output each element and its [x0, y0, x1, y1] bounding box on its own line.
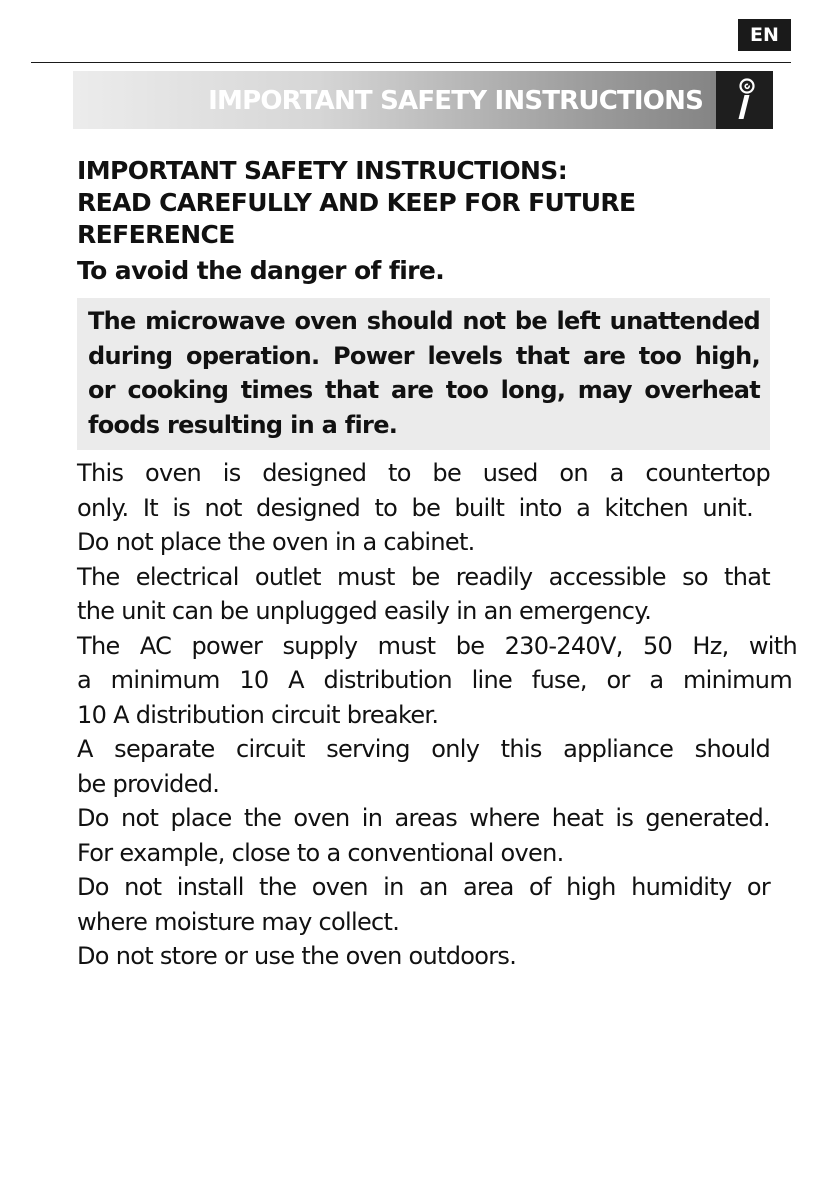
- warning-line: during operation. Power levels that are too high,: [88, 341, 760, 370]
- body-line: Do not place the oven in areas where heat is generated.: [77, 804, 770, 832]
- body-line: be provided.: [77, 769, 220, 798]
- section-banner: [73, 71, 773, 129]
- body-line: Do not store or use the oven outdoors.: [77, 942, 517, 970]
- body-line: 10 A distribution circuit breaker.: [77, 700, 439, 729]
- header-divider: [31, 62, 791, 63]
- body-line: A separate circuit serving only this appliance should: [77, 735, 770, 763]
- body-line: For example, close to a conventional oven.: [77, 838, 564, 867]
- body-line: Do not place the oven in a cabinet.: [77, 528, 475, 556]
- fire-danger-subheading: To avoid the danger of fire.: [77, 256, 445, 285]
- warning-line: foods resulting in a fire.: [88, 410, 398, 439]
- body-line: The electrical outlet must be readily accessible so that: [77, 562, 770, 591]
- info-i-icon: [716, 71, 773, 129]
- banner-title: IMPORTANT SAFETY INSTRUCTIONS: [208, 86, 703, 116]
- language-badge: EN: [738, 19, 791, 51]
- fire-warning-box: [77, 298, 770, 450]
- content-area: [77, 155, 797, 974]
- body-line: The AC power supply must be 230-240V, 50 Hz, with: [77, 631, 797, 660]
- warning-line: or cooking times that are too long, may overheat: [88, 376, 760, 404]
- heading-line: READ CAREFULLY AND KEEP FOR FUTURE: [77, 188, 636, 217]
- page-heading: [77, 155, 777, 251]
- installation-instructions: [77, 456, 797, 974]
- warning-text: [88, 304, 760, 442]
- body-line: a minimum 10 A distribution line fuse, or a minimum: [77, 666, 792, 694]
- heading-line: REFERENCE: [77, 220, 235, 249]
- body-line: only. It is not designed to be built into a kitchen unit.: [77, 493, 753, 522]
- warning-line: The microwave oven should not be left unattended: [88, 307, 760, 335]
- body-line: where moisture may collect.: [77, 907, 400, 936]
- heading-line: IMPORTANT SAFETY INSTRUCTIONS:: [77, 156, 568, 185]
- body-line: Do not install the oven in an area of high humidity or: [77, 873, 770, 901]
- body-line: This oven is designed to be used on a countertop: [77, 459, 770, 487]
- body-line: the unit can be unplugged easily in an emergency.: [77, 597, 652, 625]
